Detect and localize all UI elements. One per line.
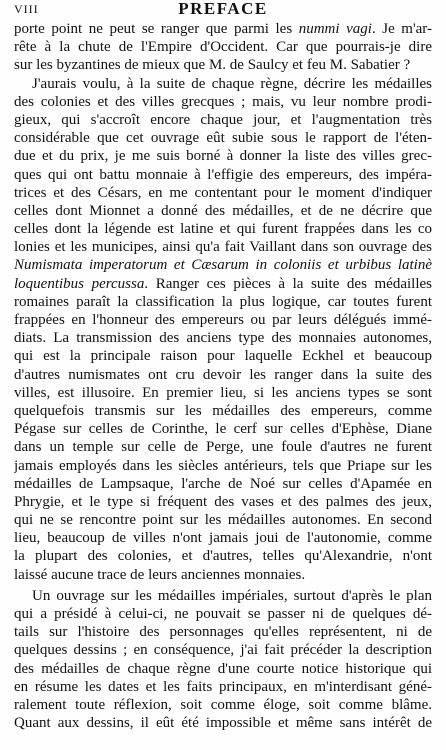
text-line [14,714,432,732]
text-segment: rête à la chute de l'Empire d'Occident. Car que pourrais-je dire [14,39,432,56]
text-line [14,623,432,641]
text-segment: des colonies et des villes grecques ; mais, vu leur nombre prodi- [14,93,432,110]
text-line [14,493,432,511]
text-segment: villes, est illusoire. En premier lieu, si les anciens types se sont [14,384,432,401]
text-line [14,311,432,329]
text-line [14,238,432,256]
italic-text: loquentibus percussa [14,275,145,292]
paragraph [14,20,432,75]
page-header [14,0,432,18]
paragraph [14,75,432,584]
text-segment: des médailles de chaque règne d'une courte notice historique qui [14,660,432,677]
text-line [14,660,432,678]
text-segment: trices et des Césars, en me contentant pour le moment d'indiquer [14,184,432,201]
text-line [14,366,432,384]
text-line [14,529,432,547]
text-segment: quelquefois transmis sur les médailles des empereurs, comme [14,402,432,419]
text-line [14,329,432,347]
text-segment: considérable que cet ouvrage eût subie sous le rapport de l'éten- [14,130,432,147]
paragraph [14,587,432,733]
text-segment: laissé aucune trace de leurs anciennes monnaies. [14,566,306,583]
text-line [14,38,432,56]
text-segment: lieu, beaucoup de villes n'ont jamais joui de l'autonomie, comme [14,530,432,547]
text-line [14,93,432,111]
text-segment: porte point ne peut se ranger que parmi les [14,21,299,37]
text-segment: celles dont la légende est latine et qui furent frappées dans les co [14,221,432,238]
text-segment: qui ne se rencontre point sur les médailles autonomes. En second [14,512,432,529]
text-segment: frappées en l'honneur des empereurs ou par leurs délégués immé- [14,312,432,328]
text-segment: sur les byzantines de mieux que M. de Saulcy et feu M. Sabatier ? [14,57,411,74]
text-line [14,696,432,714]
text-line [14,293,432,311]
text-line [14,475,432,493]
text-line [14,420,432,438]
text-line [14,147,432,165]
text-line [14,547,432,565]
text-segment: ralement toute réflexion, soit comme éloge, soit comme blâme. [14,696,432,713]
text-line [14,566,432,584]
text-line [14,129,432,147]
text-segment: J'aurais voulu, à la suite de chaque règne, décrire les médailles [32,75,432,92]
text-line [14,256,432,274]
text-line [14,605,432,623]
text-segment: quelques dessins ; en conséquence, j'ai fait précéder la description [14,642,432,659]
text-segment: d'autres numismates ont cru devoir les ranger dans la suite des [14,366,432,383]
body-text [14,20,432,732]
text-line [14,641,432,659]
text-segment: Phrygie, et le type si fréquent des vases et des palmes des jeux, [14,493,432,510]
text-line [14,275,432,293]
running-title: PREFACE [178,0,268,18]
text-line [14,220,432,238]
text-segment: Pégase sur celles de Corinthe, le cerf sur celles d'Ephèse, Diane [14,421,432,438]
text-segment: diats. La transmission des anciens type des monnaies autonomes, [14,330,432,347]
text-segment: lonies et les municipes, ainsi qu'a fait Vaillant dans son ouvrage des [14,239,432,256]
text-segment: en résume les dates et les faits principaux, en m'interdisant géné- [14,678,432,695]
text-segment: celles dont Mionnet a donné des médailles, et de ne décrire que [14,202,432,219]
text-segment: qui a présidé à celui-ci, ne pouvait se passer ni de quelques dé- [14,606,432,622]
italic-text: nummi vagi [298,21,372,37]
text-segment: gieux, qui s'accroît encore chaque jour, et l'augmentation très [14,111,432,128]
text-segment: médailles de Lampsaque, l'arche de Noé sur celles d'Apamée en [14,475,432,492]
text-segment: Un ouvrage sur les médailles impériales, surtout d'après le plan [32,587,432,604]
text-line [14,184,432,202]
text-segment: romaines paraît la classification la plus logique, car toutes furent [14,293,432,310]
text-segment: due et du prix, je me suis borné à donner la liste des villes grec- [14,148,432,165]
text-line [14,402,432,420]
text-segment: qui est la principale raison pour laquelle Eckhel et beaucoup [14,348,432,365]
text-line [14,511,432,529]
text-line [14,384,432,402]
text-line [14,166,432,184]
text-segment: ques qui ont battu monnaie à l'effigie des empereurs, des impéra- [14,166,432,183]
text-line [14,347,432,365]
text-line [14,56,432,74]
text-line [14,587,432,605]
italic-text: Numismata imperatorum et Cæsarum in coloniis et urbibus latinè [14,257,432,274]
text-line [14,202,432,220]
text-line [14,75,432,93]
text-segment: tails sur l'histoire des personnages qu'elles représentent, ni de [14,624,432,641]
text-segment: . Ranger ces pièces à la suite des médailles [144,275,432,292]
text-segment: dans un temple sur celle de Perge, une foule d'autres ne furent [14,439,432,456]
text-line [14,457,432,475]
text-segment: . Je m'ar- [371,21,432,37]
page-number: VIII [14,2,39,16]
text-line [14,678,432,696]
text-line [14,20,432,38]
text-line [14,111,432,129]
text-segment: la plupart des colonies, et d'autres, telles qu'Alexandrie, n'ont [14,548,432,565]
text-segment: Quant aux dessins, il eût été impossible et même sans intérêt de [14,715,432,732]
text-segment: jamais employés dans les siècles antérieurs, tels que Priape sur les [14,457,432,474]
text-line [14,438,432,456]
